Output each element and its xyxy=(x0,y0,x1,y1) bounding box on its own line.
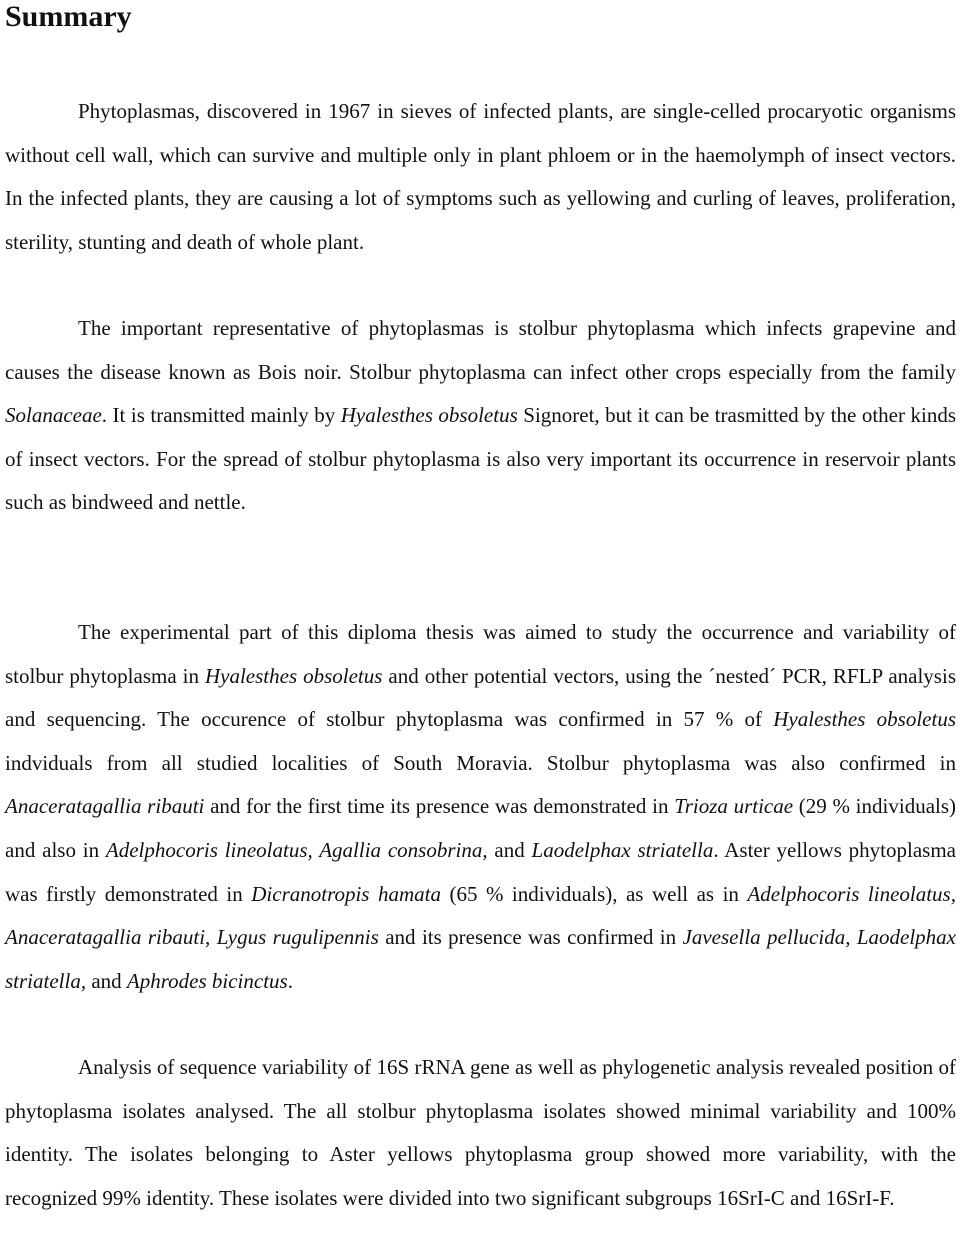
species-name: Hyalesthes obsoletus xyxy=(340,403,518,428)
paragraph-2-text-2: . It is transmitted mainly by xyxy=(101,403,341,428)
paragraph-3-text-10: and xyxy=(86,968,127,993)
paragraph-3-text-8: (65 % individuals), as well as in xyxy=(440,881,748,906)
paragraph-3-text-5: (29 % individuals) and also in xyxy=(5,794,957,862)
species-name: Dicranotropis hamata xyxy=(251,881,441,906)
species-name: Trioza urticae xyxy=(674,794,794,819)
paragraph-3-text-11: . xyxy=(287,968,293,993)
paragraph-2-text-1: The important representative of phytoplasmas is stolbur phytoplasma which infects grapevine and causes the disease known as Bois noir. Stolbur phytoplasma can infect other crops especially from the family xyxy=(5,316,956,384)
page-title: Summary xyxy=(5,0,132,33)
paragraph-2-text-3: Signoret, but it can be trasmitted by the other kinds of insect vectors. For the spread of stolbur phytoplasma is also very important its occurrence in reservoir plants such as bindweed and nettle. xyxy=(5,403,957,515)
paragraph-1-text: Phytoplasmas, discovered in 1967 in sieves of infected plants, are single-celled procaryotic organisms without cell wall, which can survive and multiple only in plant phloem or in the haemolymph of insect vectors. In the infected plants, they are causing a lot of symptoms such as yellowing and curling of leaves, proliferation, sterility, stunting and death of whole plant. xyxy=(5,99,956,254)
species-name: Anaceratagallia ribauti xyxy=(5,794,205,819)
species-name: Aphrodes bicinctus xyxy=(126,968,288,993)
species-name: Adelphocoris lineolatus, Anaceratagallia ribauti, Lygus rugulipennis xyxy=(5,881,956,950)
paragraph-3 xyxy=(5,611,956,1003)
paragraph-3-text-9: and its presence was confirmed in xyxy=(378,925,683,950)
paragraph-3-text-7: . Aster yellows phytoplasma was firstly demonstrated in xyxy=(5,837,956,906)
species-name: Laodelphax striatella xyxy=(531,837,714,862)
species-name: Javesella pellucida, Laodelphax striatella, xyxy=(5,925,957,993)
paragraph-1 xyxy=(5,90,956,264)
species-name: Hyalesthes obsoletus xyxy=(773,707,957,732)
paragraph-3-text-6: , and xyxy=(482,837,532,862)
species-name: Hyalesthes obsoletus xyxy=(204,663,383,688)
species-name: Solanaceae xyxy=(5,403,102,428)
species-name: Adelphocoris lineolatus, Agallia consobrina xyxy=(105,837,483,862)
paragraph-3-text-4: and for the first time its presence was demonstrated in xyxy=(204,794,675,819)
paragraph-4 xyxy=(5,1046,956,1220)
paragraph-2 xyxy=(5,307,956,525)
paragraph-3-text-2: and other potential vectors, using the ´nested´ PCR, RFLP analysis and sequencing. The occurence of stolbur phytoplasma was confirmed in 57 % of xyxy=(5,663,956,732)
paragraph-3-text-1: The experimental part of this diploma thesis was aimed to study the occurrence and variability of stolbur phytoplasma in xyxy=(5,620,956,688)
paragraph-3-text-3: indviduals from all studied localities of South Moravia. Stolbur phytoplasma was also confirmed in xyxy=(5,750,956,775)
paragraph-4-text: Analysis of sequence variability of 16S rRNA gene as well as phylogenetic analysis revealed position of phytoplasma isolates analysed. The all stolbur phytoplasma isolates showed minimal variability and 100% identity. The isolates belonging to Aster yellows phytoplasma group showed more variability, with the recognized 99% identity. These isolates were divided into two significant subgroups 16SrI-C and 16SrI-F. xyxy=(5,1055,956,1210)
